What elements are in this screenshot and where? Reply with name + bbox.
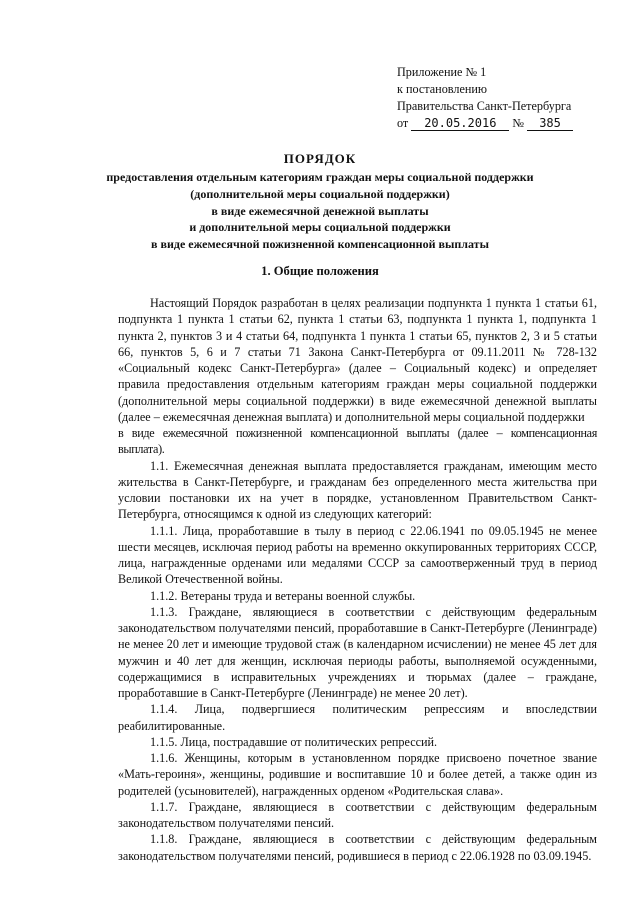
item-1-1-7: 1.1.7. Граждане, являющиеся в соответствии с действующим федеральным законодательством получателями пенсий. bbox=[118, 799, 597, 830]
item-1-1: 1.1. Ежемесячная денежная выплата предоставляется гражданам, имеющим место жительства в Санкт-Петербурге, и гражданам без определенного места жительства при условии постановки их на учет в порядке, установленном Правительством Санкт-Петербурга, относящимся к одной из следующих категорий: bbox=[118, 458, 597, 522]
from-label: от bbox=[397, 116, 409, 130]
item-1-1-6: 1.1.6. Женщины, которым в установленном порядке присвоено почетное звание «Мать-героиня», женщины, родившие и воспитавшие 10 и более детей, а также один из родителей (усыновителей), награжденных орденом «Родительская слава». bbox=[118, 751, 597, 798]
appendix-line-1: Приложение № 1 bbox=[397, 65, 487, 79]
subtitle-line-3: в виде ежемесячной денежной выплаты bbox=[211, 203, 429, 218]
subtitle-line-2: (дополнительной меры социальной поддержки) bbox=[190, 186, 450, 201]
subtitle-line-5: в виде ежемесячной пожизненной компенсационной выплаты bbox=[151, 237, 489, 252]
appendix-date-line bbox=[397, 115, 629, 132]
resolution-number: 385 bbox=[527, 117, 573, 131]
section-heading: 1. Общие положения bbox=[261, 264, 379, 278]
resolution-date: 20.05.2016 bbox=[411, 117, 509, 131]
section-body bbox=[118, 288, 597, 864]
item-1-1-4: 1.1.4. Лица, подвергшиеся политическим репрессиям и впоследствии реабилитированные. bbox=[118, 702, 597, 733]
item-1-1-8: 1.1.8. Граждане, являющиеся в соответствии с действующим федеральным законодательством получателями пенсий, родившиеся в период с 22.06.1928 по 03.09.1945. bbox=[118, 832, 597, 863]
document-title: ПОРЯДОК bbox=[283, 151, 357, 166]
item-1-1-3: 1.1.3. Граждане, являющиеся в соответствии с действующим федеральным законодательством получателями пенсий, проработавшие в Санкт-Петербурге (Ленинграде) не менее 20 лет и имеющие трудовой стаж (в календарном исчислении) не менее 45 лет для мужчин и 40 лет для женщин, исключая периоды работы, выполняемой осужденными, содержащимися в исправительных учреждениях и тюрьмах (далее – граждане, проработавшие в Санкт-Петербурге (Ленинграде) не менее 20 лет). bbox=[118, 604, 597, 700]
subtitle-line-1: предоставления отдельным категориям граждан меры социальной поддержки bbox=[106, 170, 534, 184]
document-subtitle bbox=[0, 169, 640, 253]
intro-paragraph: Настоящий Порядок разработан в целях реализации подпункта 1 пункта 1 статьи 61, подпункта 1 пункта 1 статьи 62, пункта 1 статьи 63, подпункта 1 пункта 1, подпункта 1 пункта 2, пунктов 3 и 4 статьи 64, подпункта 1 пункта 1 статьи 65, пунктов 2, 3 и 5 статьи 66, пунктов 5, 6 и 7 статьи 71 Закона Санкт-Петербурга от 09.11.2011 № 728-132 «Социальный кодекс Санкт-Петербурга» (далее – Социальный кодекс) и определяет правила предоставления отдельным категориям граждан меры социальной поддержки (дополнительной меры социальной поддержки) в виде ежемесячной денежной выплаты (далее – ежемесячная денежная выплата) и дополнительной меры социальной поддержки bbox=[118, 296, 597, 424]
item-1-1-2: 1.1.2. Ветераны труда и ветераны военной службы. bbox=[150, 588, 416, 603]
appendix-block bbox=[397, 64, 629, 132]
item-1-1-1: 1.1.1. Лица, проработавшие в тылу в период с 22.06.1941 по 09.05.1945 не менее шести месяцев, исключая период работы на временно оккупированных территориях СССР, лица, награжденные орденами или медалями СССР за самоотверженный труд в период Великой Отечественной войны. bbox=[118, 523, 597, 587]
item-1-1-5: 1.1.5. Лица, пострадавшие от политических репрессий. bbox=[150, 734, 438, 749]
appendix-line-3: Правительства Санкт-Петербурга bbox=[397, 99, 572, 113]
number-label: № bbox=[512, 116, 524, 130]
intro-paragraph-tail: в виде ежемесячной пожизненной компенсационной выплаты (далее – компенсационная выплата). bbox=[118, 426, 597, 457]
appendix-line-2: к постановлению bbox=[397, 82, 488, 96]
subtitle-line-4: и дополнительной меры социальной поддержки bbox=[189, 220, 451, 235]
